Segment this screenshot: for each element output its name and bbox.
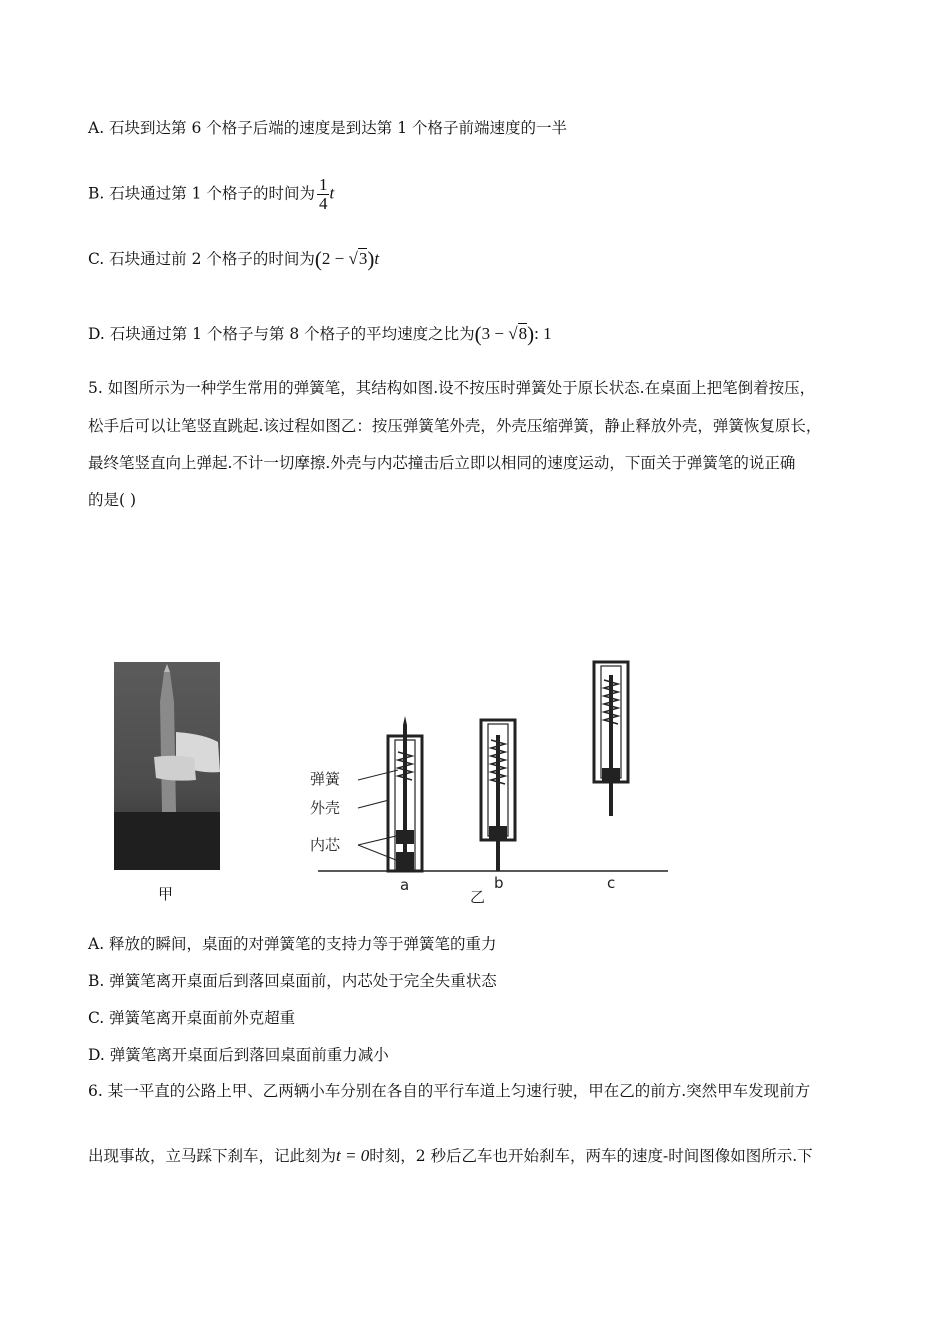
label-yi: 乙 <box>470 888 486 906</box>
sqrt-radicand: 8 <box>518 324 528 343</box>
label-shell: 外壳 <box>310 799 341 817</box>
math-expression-c: (2 − √3)t <box>314 247 380 271</box>
q5-option-b: B. 弹簧笔离开桌面后到落回桌面前，内芯处于完全失重状态 <box>88 972 497 990</box>
pen-photo-drawing <box>114 662 220 870</box>
label-core: 内芯 <box>310 836 341 854</box>
variable-t: t <box>329 183 335 203</box>
spring-pen-figure <box>88 640 688 910</box>
expr-part: 3 − <box>481 324 509 343</box>
label-c: c <box>607 874 616 892</box>
pen-state-b <box>481 720 515 871</box>
q4-option-c-text: C. 石块通过前 2 个格子的时间为 <box>88 250 315 268</box>
q5-stem-line-1: 5. 如图所示为一种学生常用的弹簧笔，其结构如图.设不按压时弹簧处于原长状态.在桌面上把笔倒着按压， <box>88 379 816 397</box>
q6-line2-part-b: 时刻，2 秒后乙车也开始刹车，两车的速度-时间图像如图所示.下 <box>369 1147 813 1165</box>
pen-state-c <box>594 662 628 816</box>
q6-line2-part-a: 出现事故，立马踩下刹车，记此刻为 <box>88 1147 337 1165</box>
expr-part: 2 − <box>321 249 349 268</box>
label-b: b <box>494 874 504 892</box>
fraction-one-quarter <box>317 176 330 213</box>
q4-option-c <box>88 249 379 270</box>
pen-state-a <box>388 716 422 871</box>
fraction-denominator: 4 <box>318 193 328 213</box>
q5-option-a: A. 释放的瞬间，桌面的对弹簧笔的支持力等于弹簧笔的重力 <box>88 935 497 953</box>
fraction-numerator: 1 <box>318 175 328 194</box>
q6-time-expression: t = 0 <box>336 1146 370 1165</box>
ratio-tail: : 1 <box>534 324 552 343</box>
q5-stem-line-4: 的是( ) <box>88 491 137 509</box>
sqrt-radicand: 3 <box>358 249 368 268</box>
q5-option-c: C. 弹簧笔离开桌面前外克超重 <box>88 1009 296 1027</box>
label-spring: 弹簧 <box>310 770 341 788</box>
pen-photo-jia <box>114 662 220 870</box>
q6-stem-line-2 <box>88 1147 813 1165</box>
pen-diagram-yi <box>258 640 688 910</box>
q4-option-b <box>88 176 334 213</box>
q4-option-d-text: D. 石块通过第 1 个格子与第 8 个格子的平均速度之比为 <box>88 325 475 343</box>
q6-stem-line-1: 6. 某一平直的公路上甲、乙两辆小车分别在各自的平行车道上匀速行驶，甲在乙的前方.突然甲车发现前方 <box>88 1082 811 1100</box>
q4-option-a: A. 石块到达第 6 个格子后端的速度是到达第 1 个格子前端速度的一半 <box>88 119 567 137</box>
math-expression-d: (3 − √8): 1 <box>474 322 552 346</box>
q5-stem-line-3: 最终笔竖直向上弹起.不计一切摩擦.外壳与内芯撞击后立即以相同的速度运动，下面关于弹簧笔的说正确 <box>88 454 796 472</box>
q5-stem-line-2: 松手后可以让笔竖直跳起.该过程如图乙：按压弹簧笔外壳，外壳压缩弹簧，静止释放外壳，弹簧恢复原长， <box>88 417 822 435</box>
q5-option-d: D. 弹簧笔离开桌面后到落回桌面前重力减小 <box>88 1046 389 1064</box>
label-a: a <box>400 876 410 894</box>
variable-t: t <box>374 249 380 268</box>
q4-option-d <box>88 324 552 345</box>
q4-option-b-text: B. 石块通过第 1 个格子的时间为 <box>88 184 315 203</box>
figure-label-jia: 甲 <box>158 885 174 903</box>
